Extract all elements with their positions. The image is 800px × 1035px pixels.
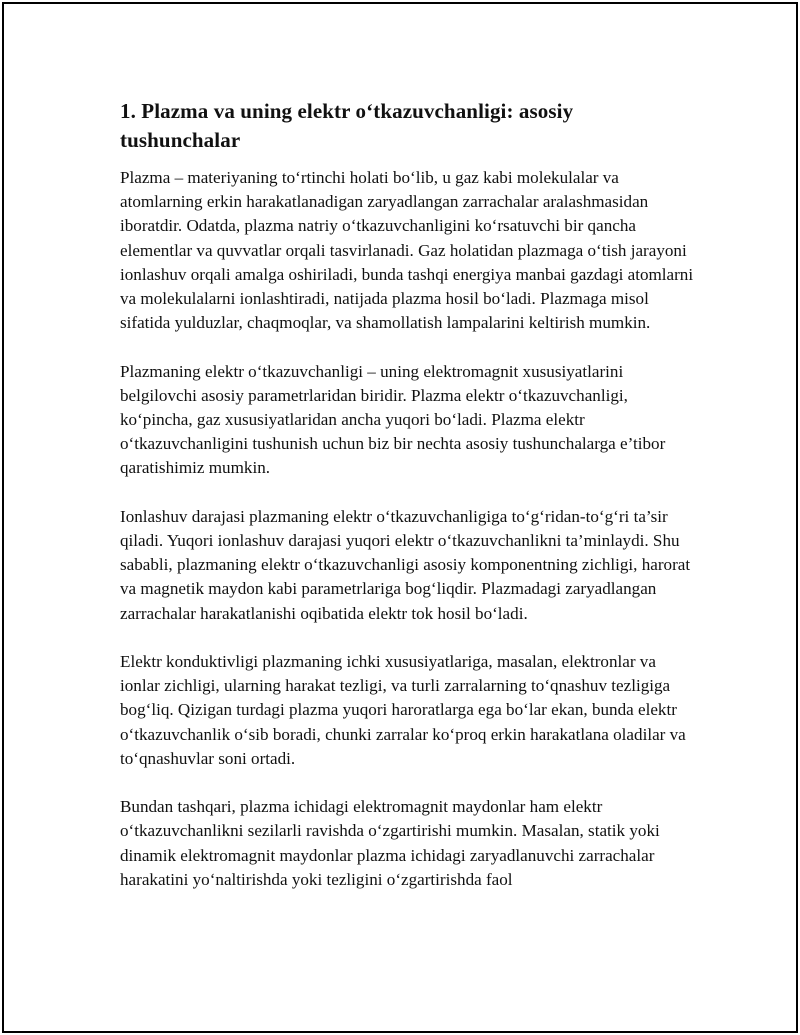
page-frame [2, 2, 798, 1033]
section-heading: 1. Plazma va uning elektr o‘tkazuvchanligi: asosiy tushunchalar [120, 99, 574, 152]
paragraph-5: Bundan tashqari, plazma ichidagi elektromagnit maydonlar ham elektr o‘tkazuvchanlikni sezilarli ravishda o‘zgartirishi mumkin. Masalan, statik yoki dinamik elektromagnit maydonlar plazma ichidagi zaryadlanuvchi zarrachalar harakatini yo‘naltirishda yoki tezligini o‘zgartirishda faol [120, 797, 660, 889]
paragraph-4: Elektr konduktivligi plazmaning ichki xususiyatlariga, masalan, elektronlar va ionlar zichligi, ularning harakat tezligi, va turli zarralarning to‘qnashuv tezligiga bog‘liq. Qizigan turdagi plazma yuqori haroratlarga ega bo‘lar ekan, bunda elektr o‘tkazuvchanlik o‘sib boradi, chunki zarralar ko‘proq erkin harakatlana oladilar va to‘qnashuvlar soni ortadi. [120, 652, 686, 768]
document-body [120, 97, 695, 916]
paragraph-1: Plazma – materiyaning to‘rtinchi holati bo‘lib, u gaz kabi molekulalar va atomlarning erkin harakatlanadigan zaryadlangan zarrachalar aralashmasidan iboratdir. Odatda, plazma natriy o‘tkazuvchanligini ko‘rsatuvchi bir qancha elementlar va quvvatlar orqali tasvirlanadi. Gaz holatidan plazmaga o‘tish jarayoni ionlashuv orqali amalga oshiriladi, bunda tashqi energiya manbai gazdagi atomlarni va molekulalarni ionlashtiradi, natijada plazma hosil bo‘ladi. Plazmaga misol sifatida yulduzlar, chaqmoqlar, va shamollatish lampalarini keltirish mumkin. [120, 168, 694, 333]
paragraph-2: Plazmaning elektr o‘tkazuvchanligi – uning elektromagnit xususiyatlarini belgilovchi asosiy parametrlaridan biridir. Plazma elektr o‘tkazuvchanligi, ko‘pincha, gaz xususiyatlaridan ancha yuqori bo‘ladi. Plazma elektr o‘tkazuvchanligini tushunish uchun biz bir nechta asosiy tushunchalarga e’tibor qaratishimiz mumkin. [120, 361, 666, 478]
paragraph-3: Ionlashuv darajasi plazmaning elektr o‘tkazuvchanligiga to‘g‘ridan-to‘g‘ri ta’sir qiladi. Yuqori ionlashuv darajasi yuqori elektr o‘tkazuvchanlikni ta’minlaydi. Shu sababli, plazmaning elektr o‘tkazuvchanligi asosiy komponentning zichligi, harorat va magnetik maydon kabi parametrlariga bog‘liqdir. Plazmadagi zaryadlangan zarrachalar harakatlanishi oqibatida elektr tok hosil bo‘ladi. [120, 506, 691, 623]
